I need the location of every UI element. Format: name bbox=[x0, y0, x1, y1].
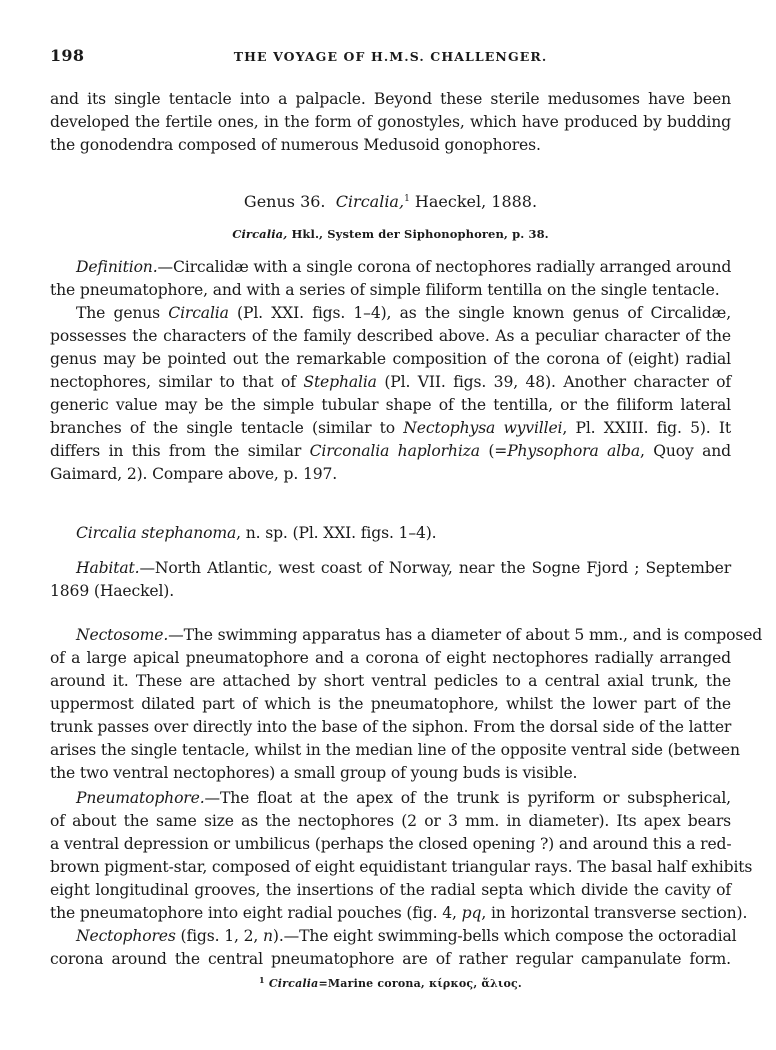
text-line: branches of the single tentacle (similar to Nectophysa wyvillei, Pl. XXIII. fig. 5). It bbox=[50, 419, 731, 437]
text-line: trunk passes over directly into the base of the siphon. From the dorsal side of the latter bbox=[50, 718, 732, 736]
text-line: genus may be pointed out the remarkable composition of the corona of (eight) radial bbox=[50, 350, 731, 368]
text-line: the pneumatophore into eight radial pouches (fig. 4, pq, in horizontal transverse section). bbox=[50, 904, 748, 922]
genus-citation bbox=[50, 227, 731, 241]
text-line: around it. These are attached by short ventral pedicles to a central axial trunk, the bbox=[50, 672, 731, 690]
text-line: the gonodendra composed of numerous Medusoid gonophores. bbox=[50, 136, 541, 154]
footnote-text: =Marine corona, κίρκος, ἅλιος. bbox=[318, 977, 522, 990]
definition-paragraph bbox=[50, 256, 731, 302]
citation-genus-name: Circalia, bbox=[232, 227, 288, 241]
text-line: Nectosome.—The swimming apparatus has a diameter of about 5 mm., and is composed bbox=[76, 626, 763, 644]
habitat-paragraph bbox=[50, 557, 731, 603]
definition-label: Definition. bbox=[76, 258, 158, 276]
text-line: Nectophores (figs. 1, 2, n).—The eight swimming-bells which compose the octoradial bbox=[76, 927, 737, 945]
nectosome-label: Nectosome. bbox=[76, 626, 169, 644]
nectosome-paragraph bbox=[50, 624, 763, 785]
text-line: Pneumatophore.—The float at the apex of the trunk is pyriform or subspherical, bbox=[76, 789, 731, 807]
species-heading bbox=[50, 522, 731, 545]
intro-paragraph bbox=[50, 88, 731, 157]
pneumatophore-paragraph bbox=[50, 787, 753, 925]
species-name: Circalia stephanoma bbox=[76, 524, 237, 542]
genus-name: Circalia, bbox=[335, 192, 405, 211]
text-line: the pneumatophore, and with a series of simple filiform tentilla on the single tentacle. bbox=[50, 281, 720, 299]
habitat-label: Habitat. bbox=[76, 559, 140, 577]
text-line: and its single tentacle into a palpacle. Beyond these sterile medusomes have been bbox=[50, 90, 731, 108]
running-head-title: THE VOYAGE OF H.M.S. CHALLENGER. bbox=[233, 49, 548, 64]
nectophores-label: Nectophores bbox=[76, 927, 176, 945]
text-line: Definition.—Circalidæ with a single corona of nectophores radially arranged around bbox=[76, 258, 732, 276]
footnote-mark: 1 bbox=[259, 975, 265, 985]
text-line: corona around the central pneumatophore are of rather regular campanulate form. bbox=[50, 950, 731, 968]
text-line: arises the single tentacle, whilst in the median line of the opposite ventral side (between bbox=[50, 741, 740, 759]
text-line: possesses the characters of the family described above. As a peculiar character of the bbox=[50, 327, 731, 345]
text-line: Gaimard, 2). Compare above, p. 197. bbox=[50, 465, 338, 483]
text-line: 1869 (Haeckel). bbox=[50, 582, 175, 600]
genus-number: Genus 36. bbox=[243, 192, 326, 211]
text-line: nectophores, similar to that of Stephalia (Pl. VII. figs. 39, 48). Another character of bbox=[50, 373, 731, 391]
text-line: the two ventral nectophores) a small group of young buds is visible. bbox=[50, 764, 578, 782]
text-line: of about the same size as the nectophores (2 or 3 mm. in diameter). Its apex bears bbox=[50, 812, 731, 830]
text-line: a ventral depression or umbilicus (perhaps the closed opening ?) and around this a red- bbox=[50, 835, 732, 853]
genus-authority: Haeckel, 1888. bbox=[414, 192, 538, 211]
nectophores-paragraph bbox=[50, 925, 737, 971]
text-line: Habitat.—North Atlantic, west coast of Norway, near the Sogne Fjord ; September bbox=[76, 559, 731, 577]
genus-heading bbox=[50, 192, 731, 211]
footnote-reference[interactable]: 1 bbox=[404, 194, 410, 204]
text-line: brown pigment-star, composed of eight equidistant triangular rays. The basal half exhibits bbox=[50, 858, 753, 876]
running-head bbox=[50, 46, 731, 68]
text-line: generic value may be the simple tubular shape of the tentilla, or the filiform lateral bbox=[50, 396, 731, 414]
text-line: The genus Circalia (Pl. XXI. figs. 1–4), as the single known genus of Circalidæ, bbox=[76, 304, 731, 322]
section-label: Pneumatophore. bbox=[76, 789, 205, 807]
citation-source: Hkl., System der Siphonophoren, p. 38. bbox=[291, 227, 549, 241]
footnote-term: Circalia bbox=[268, 977, 319, 990]
text-line: developed the fertile ones, in the form of gonostyles, which have produced by budding bbox=[50, 113, 731, 131]
text-line: of a large apical pneumatophore and a corona of eight nectophores radially arranged bbox=[50, 649, 731, 667]
page-number: 198 bbox=[50, 46, 85, 65]
text-line: differs in this from the similar Circonalia haplorhiza (=Physophora alba, Quoy and bbox=[50, 442, 732, 460]
text-line: Circalia stephanoma, n. sp. (Pl. XXI. figs. 1–4). bbox=[76, 524, 437, 542]
genus-paragraph bbox=[50, 302, 731, 486]
text-line: uppermost dilated part of which is the pneumatophore, whilst the lower part of the bbox=[50, 695, 731, 713]
text-line: eight longitudinal grooves, the insertions of the radial septa which divide the cavity of bbox=[50, 881, 731, 899]
footnote bbox=[50, 975, 731, 990]
